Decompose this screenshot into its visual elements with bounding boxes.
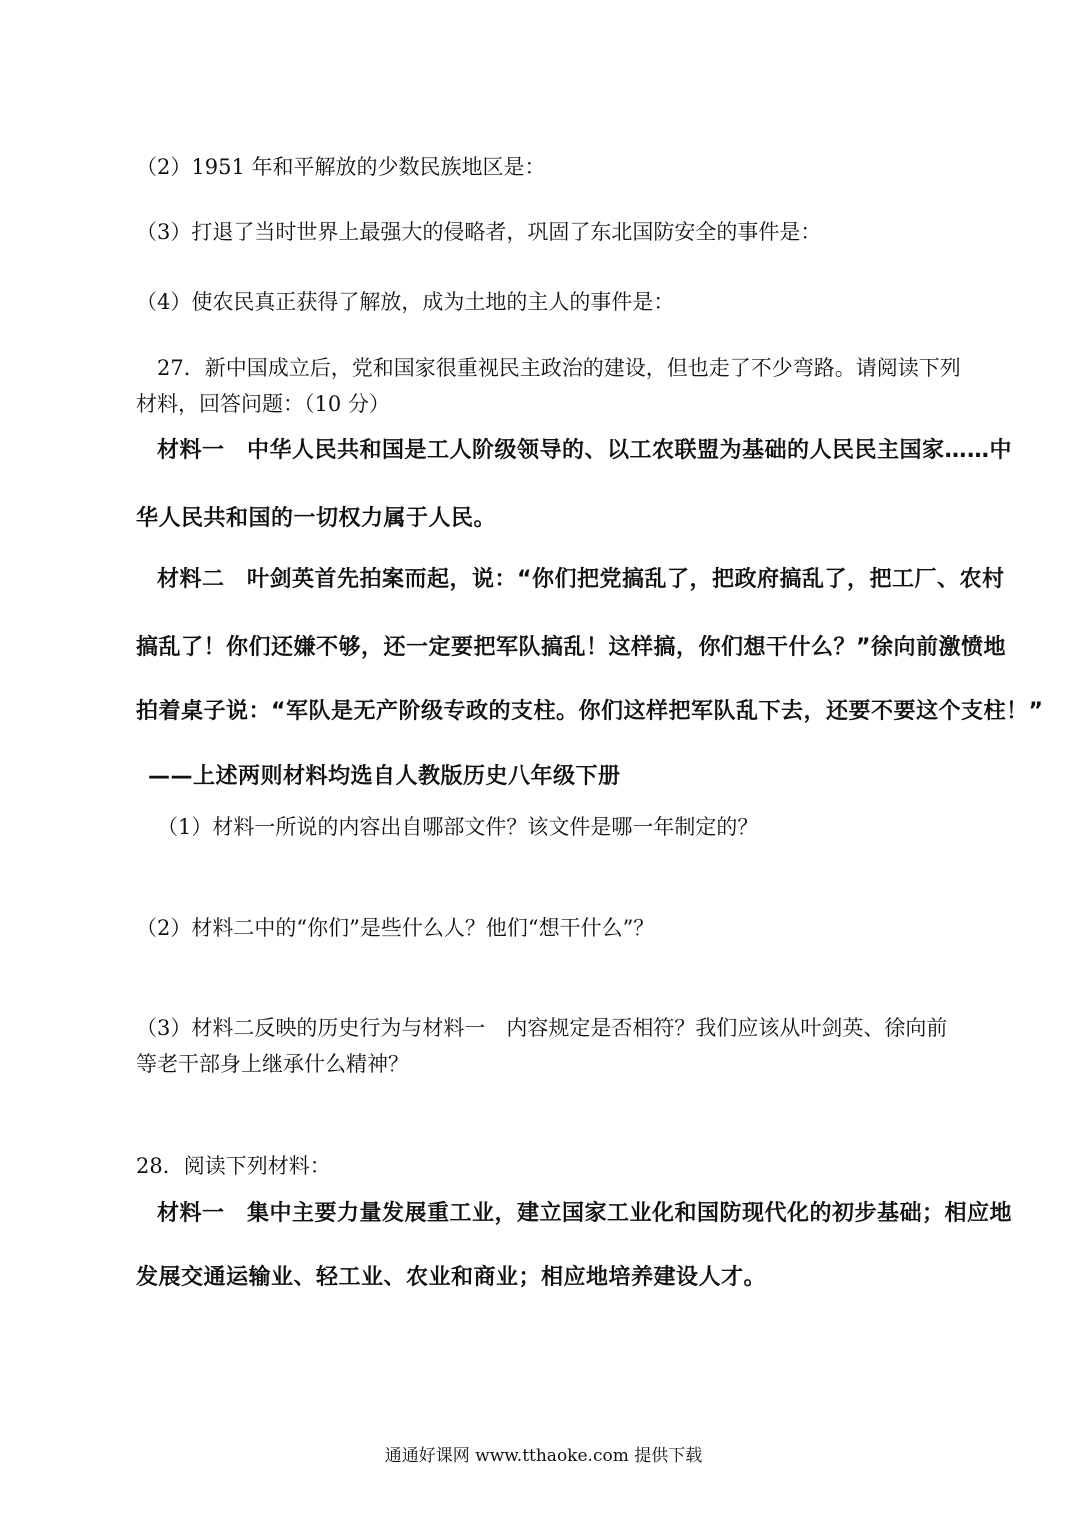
q27-sub3-line2: 等老干部身上继承什么精神？ [136,1052,409,1076]
q28-material1-line2: 发展交通运输业、轻工业、农业和商业；相应地培养建设人才。 [136,1265,767,1290]
q27-stem-line1: 27．新中国成立后，党和国家很重视民主政治的建设，但也走了不少弯路。请阅读下列 [157,356,961,380]
q26-sub2: （2）1951 年和平解放的少数民族地区是： [136,155,546,179]
q27-stem-line2: 材料，回答问题：（10 分） [136,392,390,416]
q28-material1-line1: 材料一 集中主要力量发展重工业，建立国家工业化和国防现代化的初步基础；相应地 [157,1201,1013,1226]
q26-sub4: （4）使农民真正获得了解放，成为土地的主人的事件是： [136,290,675,314]
page-footer: 通通好课网 www.tthaoke.com 提供下载 [384,1446,703,1466]
q27-material2-line2: 搞乱了！你们还嫌不够，还一定要把军队搞乱！这样搞，你们想干什么？”徐向前激愤地 [136,635,1006,660]
q28-stem: 28．阅读下列材料： [136,1154,331,1178]
q27-material1-line1: 材料一 中华人民共和国是工人阶级领导的、以工农联盟为基础的人民民主国家……中 [157,438,1013,463]
q27-material2-line1: 材料二 叶剑英首先拍案而起，说：“你们把党搞乱了，把政府搞乱了，把工厂、农村 [157,567,1005,592]
q27-source: ——上述两则材料均选自人教版历史八年级下册 [148,764,621,789]
q26-sub3: （3）打退了当时世界上最强大的侵略者，巩固了东北国防安全的事件是： [136,220,822,244]
q27-sub3-line1: （3）材料二反映的历史行为与材料一 内容规定是否相符？我们应该从叶剑英、徐向前 [136,1016,948,1040]
q27-sub2: （2）材料二中的“你们”是些什么人？他们“想干什么”？ [136,916,655,940]
q27-sub1: （1）材料一所说的内容出自哪部文件？该文件是哪一年制定的？ [157,815,759,839]
q27-material1-line2: 华人民共和国的一切权力属于人民。 [136,506,497,531]
q27-material2-line3: 拍着桌子说：“军队是无产阶级专政的支柱。你们这样把军队乱下去，还要不要这个支柱！” [136,699,1044,724]
